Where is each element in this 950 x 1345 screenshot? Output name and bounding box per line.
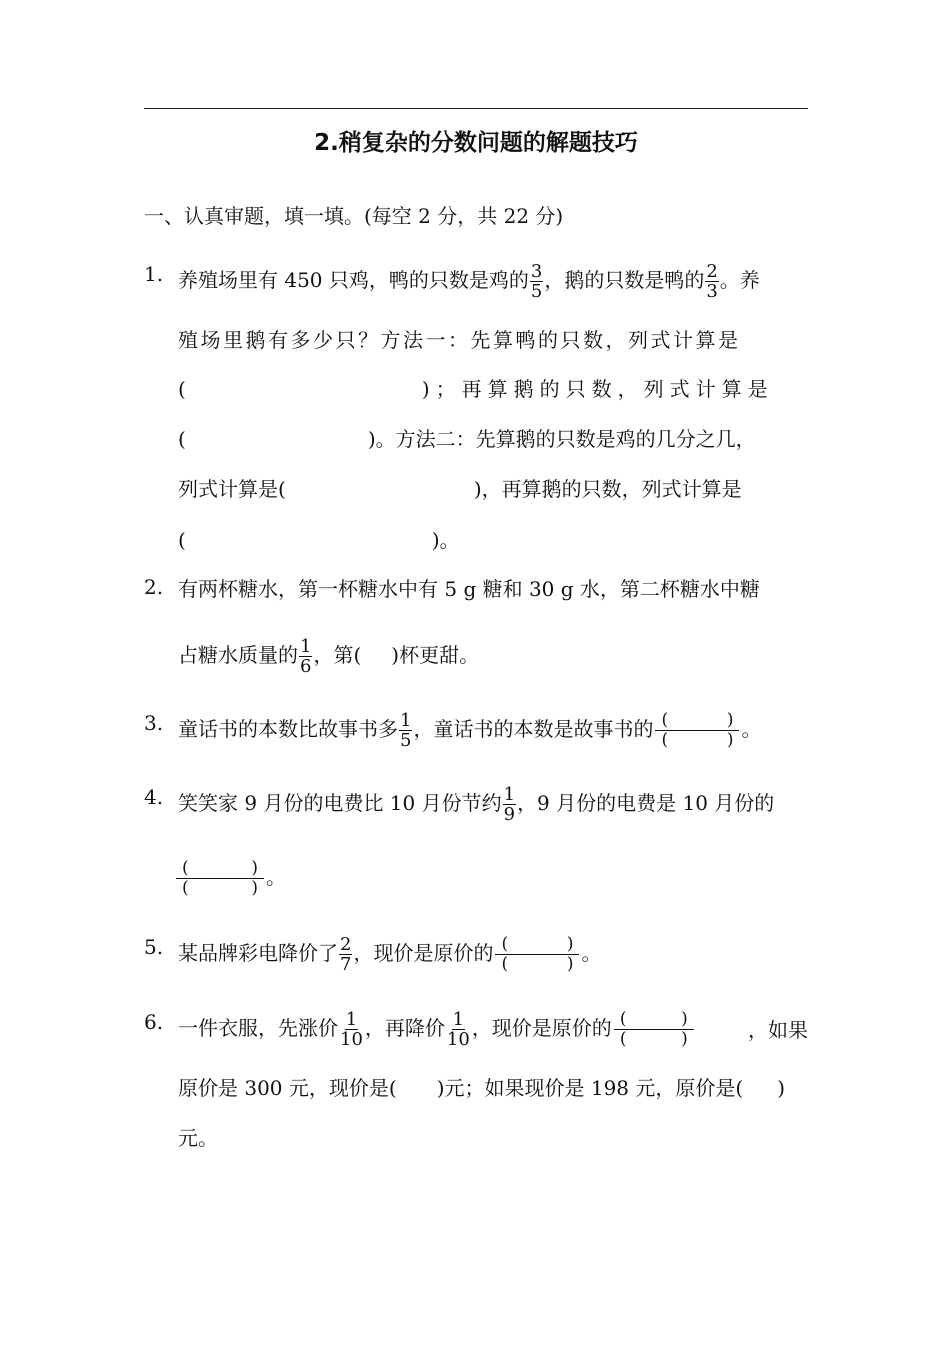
q6-fraction-drop: $\frac{1}{10}$ bbox=[446, 1009, 470, 1050]
q4-line2 bbox=[174, 859, 286, 898]
q5-line bbox=[178, 935, 601, 974]
q6-text: ，现价是原价的 bbox=[471, 1016, 612, 1040]
section-heading: 一、认真审题，填一填。(每空 2 分，共 22 分) bbox=[144, 204, 564, 228]
answer-fraction-blank[interactable]: ( ) ( ) bbox=[614, 1010, 694, 1049]
q1-text: )。 bbox=[431, 528, 460, 552]
q1-fraction-duck: $\frac{3}{5}$ bbox=[530, 261, 543, 302]
q6-number: 6. bbox=[144, 1010, 164, 1034]
q1-text: 殖场里鹅有多少只？方法一：先算鸭的只数，列式计算是 bbox=[178, 328, 741, 352]
q6-text: ，再降价 bbox=[364, 1016, 445, 1040]
q4-text: ，9 月份的电费是 10 月份的 bbox=[517, 791, 775, 815]
q4-text: 。 bbox=[266, 865, 286, 889]
answer-fraction-blank[interactable]: ( ) ( ) bbox=[655, 711, 739, 750]
q4-line1 bbox=[178, 785, 774, 824]
q1-line5 bbox=[178, 475, 742, 503]
q1-line4 bbox=[178, 425, 756, 453]
q6-text: ) bbox=[777, 1076, 786, 1100]
q1-line3 bbox=[178, 375, 808, 403]
q6-fraction-rise: $\frac{1}{10}$ bbox=[340, 1009, 363, 1050]
q5-text: ，现价是原价的 bbox=[353, 941, 494, 965]
q3-fraction: $\frac{1}{5}$ bbox=[400, 710, 412, 751]
q5-text: 。 bbox=[581, 941, 602, 965]
worksheet-title: 2.稍复杂的分数问题的解题技巧 bbox=[314, 130, 638, 156]
q1-text: ，鹅的只数是鸭的 bbox=[544, 268, 705, 292]
q5-fraction: $\frac{2}{7}$ bbox=[340, 934, 352, 975]
q6-text: )元；如果现价是 198 元，原价是( bbox=[436, 1076, 744, 1100]
q2-line2 bbox=[178, 637, 479, 676]
answer-blank-open: ( bbox=[178, 377, 186, 401]
q6-line3: 元。 bbox=[178, 1126, 218, 1150]
q6-line2 bbox=[178, 1074, 808, 1102]
q3-text: ，童话书的本数是故事书的 bbox=[413, 717, 654, 741]
q6-text: 一件衣服，先涨价 bbox=[178, 1016, 338, 1040]
q6-text: ，如果 bbox=[748, 1017, 808, 1042]
q2-fraction: $\frac{1}{6}$ bbox=[300, 636, 312, 677]
q3-line bbox=[178, 711, 761, 750]
q4-fraction: $\frac{1}{9}$ bbox=[503, 784, 516, 825]
q1-text: 养殖场里有 450 只鸡，鸭的只数是鸡的 bbox=[178, 268, 529, 292]
q3-text: 。 bbox=[741, 717, 762, 741]
answer-blank-open: ( bbox=[178, 528, 186, 552]
answer-fraction-blank[interactable]: ( ) ( ) bbox=[176, 859, 264, 898]
answer-blank-open: ( bbox=[178, 427, 186, 451]
q1-line6 bbox=[178, 526, 460, 554]
q6-line1 bbox=[178, 1010, 808, 1049]
q1-number: 1. bbox=[144, 262, 164, 286]
q2-number: 2. bbox=[144, 575, 164, 599]
q1-text: )；再算鹅的只数，列式计算是 bbox=[421, 377, 774, 401]
q2-text: )杯更甜。 bbox=[391, 643, 480, 667]
q4-text: 笑笑家 9 月份的电费比 10 月份节约 bbox=[178, 791, 502, 815]
q2-text: ，第( bbox=[313, 643, 362, 667]
q1-fraction-goose: $\frac{2}{3}$ bbox=[706, 261, 718, 302]
q1-text: 列式计算是( bbox=[178, 477, 286, 501]
q1-text: 。养 bbox=[719, 268, 760, 292]
q6-text: 原价是 300 元，现价是( bbox=[178, 1076, 397, 1100]
q4-number: 4. bbox=[144, 785, 164, 809]
q1-text: )，再算鹅的只数，列式计算是 bbox=[473, 477, 742, 501]
q2-text: 占糖水质量的 bbox=[178, 643, 298, 667]
q5-text: 某品牌彩电降价了 bbox=[178, 941, 338, 965]
q1-line1 bbox=[178, 262, 760, 301]
q2-line1: 有两杯糖水，第一杯糖水中有 5 g 糖和 30 g 水，第二杯糖水中糖 bbox=[178, 577, 760, 601]
q3-number: 3. bbox=[144, 711, 164, 735]
top-rule bbox=[144, 108, 808, 109]
q1-text: )。方法二：先算鹅的只数是鸡的几分之几， bbox=[367, 427, 756, 451]
q3-text: 童话书的本数比故事书多 bbox=[178, 717, 398, 741]
q1-line2 bbox=[178, 326, 808, 354]
q5-number: 5. bbox=[144, 935, 164, 959]
answer-fraction-blank[interactable]: ( ) ( ) bbox=[495, 935, 579, 974]
